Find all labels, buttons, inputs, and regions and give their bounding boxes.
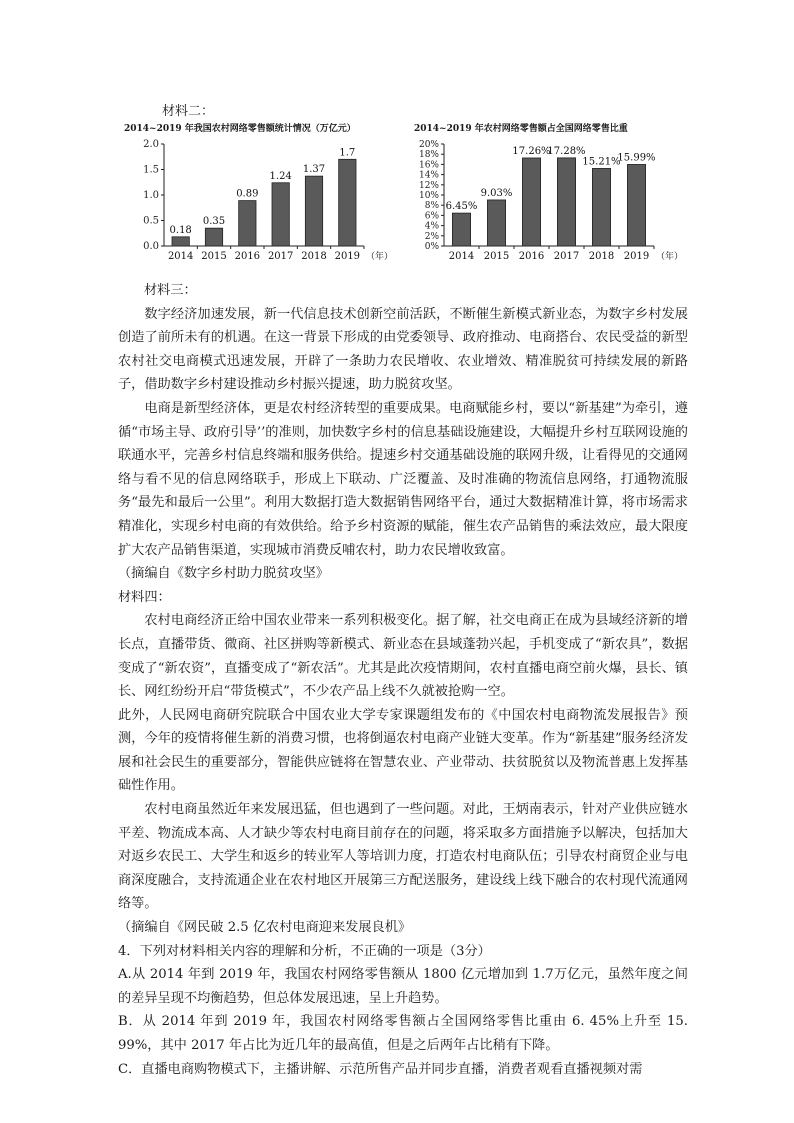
x-tick-label: 2014 — [448, 251, 475, 262]
material-4-source: （摘编自《网民破 2.5 亿农村电商迎来发展良机》 — [118, 920, 412, 936]
bar — [205, 228, 222, 246]
y-tick-label: 20% — [418, 140, 439, 150]
x-unit-label: （年） — [656, 252, 684, 262]
bar — [452, 213, 470, 246]
bar — [522, 158, 540, 246]
y-tick-label: 2% — [424, 231, 439, 242]
material-3-label: 材料三： — [144, 283, 197, 298]
bar — [592, 168, 610, 246]
data-label: 15.21% — [582, 156, 621, 168]
y-tick-label: 0.0 — [143, 241, 159, 252]
bar-chart-share — [414, 134, 690, 274]
material-4-paragraph-1: 农村电商经济正给中国农业带来一系列积极变化。据了解，社交电商正在成为县域经济新的增长点，直播带货、微商、社区拼购等新模式、新业态在县域蓬勃兴起，手机变成了“新农具”，数据变成了“新农资”，直播变成了“新农活”。尤其是此次疫情期间，农村直播电商空前火爆，县长、镇长、网红纷纷开启“带货模式”，不少农产品上线不久就被抢购一空。 — [118, 613, 688, 700]
x-tick-label: 2016 — [518, 251, 545, 262]
data-label: 6.45% — [445, 201, 478, 213]
data-label: 1.24 — [269, 170, 292, 182]
y-tick-label: 0.5 — [143, 215, 159, 227]
x-tick-label: 2016 — [234, 251, 261, 262]
chart-rural-retail-share — [414, 121, 690, 274]
x-tick-label: 2019 — [334, 251, 361, 262]
bar — [557, 158, 575, 246]
x-tick-label: 2018 — [588, 251, 615, 262]
x-unit-label: （年） — [366, 252, 394, 262]
material-4-label: 材料四： — [118, 589, 171, 605]
option-c: C．直播电商购物模式下，主播讲解、示范所售产品并同步直播，消费者观看直播视频对需 — [118, 1061, 643, 1077]
y-tick-label: 12% — [418, 180, 439, 191]
data-label: 17.28% — [547, 145, 586, 157]
y-tick-label: 2.0 — [143, 139, 159, 150]
option-a: A.从 2014 年到 2019 年，我国农村网络零售额从 1800 亿元增加到 1.7万亿元，虽然年度之间的差异呈现不均衡趋势，但总体发展迅速，呈上升趋势。 — [118, 967, 688, 1006]
x-tick-label: 2017 — [267, 251, 294, 262]
material-3-paragraph-2: 电商是新型经济体，更是农村经济转型的重要成果。电商赋能乡村，要以“新基建”为牵引，遵循“市场主导、政府引导’’的准则，加快数字乡村的信息基础设施建设，大幅提升乡村互联网设施的联通水平，完善乡村信息终端和服务供给。提速乡村交通基础设施的联网升级，让看得见的交通网络与看不见的信息网络联手，形成上下联动、广泛覆盖、及时准确的物流信息网络，打通物流服务“最先和最后一公里”。利用大数据打造大数据销售网络平台，通过大数据精准计算，将市场需求精准化，实现乡村电商的有效供给。给予乡村资源的赋能，催生农产品销售的乘法效应，最大限度扩大农产品销售渠道，实现城市消费反哺农村，助力农民增收致富。 — [118, 400, 688, 558]
exam-page — [118, 100, 688, 1081]
data-label: 0.18 — [169, 224, 192, 236]
chart-rural-retail-volume — [124, 121, 394, 274]
material-2-label: 材料二： — [162, 104, 215, 119]
x-tick-label: 2019 — [623, 251, 650, 262]
bar — [172, 237, 189, 246]
y-tick-label: 1.5 — [143, 164, 159, 176]
y-tick-label: 8% — [424, 201, 439, 212]
data-label: 9.03% — [480, 187, 513, 199]
data-label: 0.35 — [202, 216, 226, 228]
bar — [487, 200, 505, 246]
y-tick-label: 18% — [418, 150, 439, 161]
data-label: 0.89 — [236, 188, 259, 200]
y-tick-label: 6% — [424, 211, 439, 222]
option-b: B．从 2014 年到 2019 年，我国农村网络零售额占全国网络零售比重由 6. 45%上升至 15. 99%，其中 2017 年占比为近几年的最高值，但是之后两年占比稍有下降。 — [118, 1014, 688, 1053]
bar — [339, 159, 356, 246]
material-3-paragraph-1: 数字经济加速发展，新一代信息技术创新空前活跃，不断催生新模式新业态，为数字乡村发展创造了前所未有的机遇。在这一背景下形成的由党委领导、政府推动、电商搭台、农民受益的新型农村社交电商模式迅速发展，开辟了一条助力农民增收、农业增效、精准脱贫可持续发展的新路子，借助数字乡村建设推动乡村振兴提速，助力脱贫攻坚。 — [118, 306, 688, 393]
chart-2-title: 2014~2019 年农村网络零售额占全国网络零售比重 — [414, 124, 628, 134]
x-tick-label: 2018 — [301, 251, 327, 262]
bar — [239, 201, 256, 246]
y-tick-label: 1.0 — [143, 190, 159, 201]
y-tick-label: 10% — [418, 191, 439, 201]
x-tick-label: 2014 — [167, 251, 194, 262]
data-label: 1.37 — [302, 164, 326, 176]
material-3-source: （摘编自《数字乡村助力脱贫攻坚》 — [118, 566, 329, 582]
bar — [272, 183, 289, 246]
x-tick-label: 2015 — [483, 251, 510, 262]
y-tick-label: 16% — [418, 160, 439, 171]
data-label: 15.99% — [617, 152, 656, 164]
material-4-paragraph-2: 此外，人民网电商研究院联合中国农业大学专家课题组发布的《中国农村电商物流发展报告》预测，今年的疫情将催生新的消费习惯，也将倒逼农村电商产业链大变革。作为“新基建”服务经济发展和社会民生的重要部分，智能供应链将在智慧农业、产业带动、扶贫脱贫以及物流普惠上发挥基础性作用。 — [118, 707, 688, 794]
data-label: 1.7 — [339, 147, 356, 159]
material-4-paragraph-3: 农村电商虽然近年来发展迅猛，但也遇到了一些问题。对此，王炳南表示，针对产业供应链水平差、物流成本高、人才缺少等农村电商目前存在的问题，将采取多方面措施予以解决，包括加大对返乡农民工、大学生和返乡的转业军人等培训力度，打造农村电商队伍；引导农村商贸企业与电商深度融合，支持流通企业在农村地区开展第三方配送服务，建设线上线下融合的农村现代流通网络等。 — [118, 802, 688, 912]
article-body — [118, 279, 688, 1081]
x-tick-label: 2017 — [553, 251, 580, 262]
bar — [627, 164, 645, 246]
bar — [305, 176, 322, 246]
y-tick-label: 4% — [424, 221, 439, 232]
question-4: 4．下列对材料相关内容的理解和分析，不正确的一项是（3分） — [118, 943, 491, 959]
y-tick-label: 0% — [424, 242, 439, 252]
data-label: 17.26% — [512, 145, 551, 157]
bar-chart-volume — [124, 134, 394, 274]
chart-1-title: 2014~2019 年我国农村网络零售额统计情况（万亿元） — [124, 124, 356, 134]
x-tick-label: 2015 — [201, 251, 227, 262]
charts-row — [118, 121, 688, 279]
y-tick-label: 14% — [418, 170, 439, 181]
